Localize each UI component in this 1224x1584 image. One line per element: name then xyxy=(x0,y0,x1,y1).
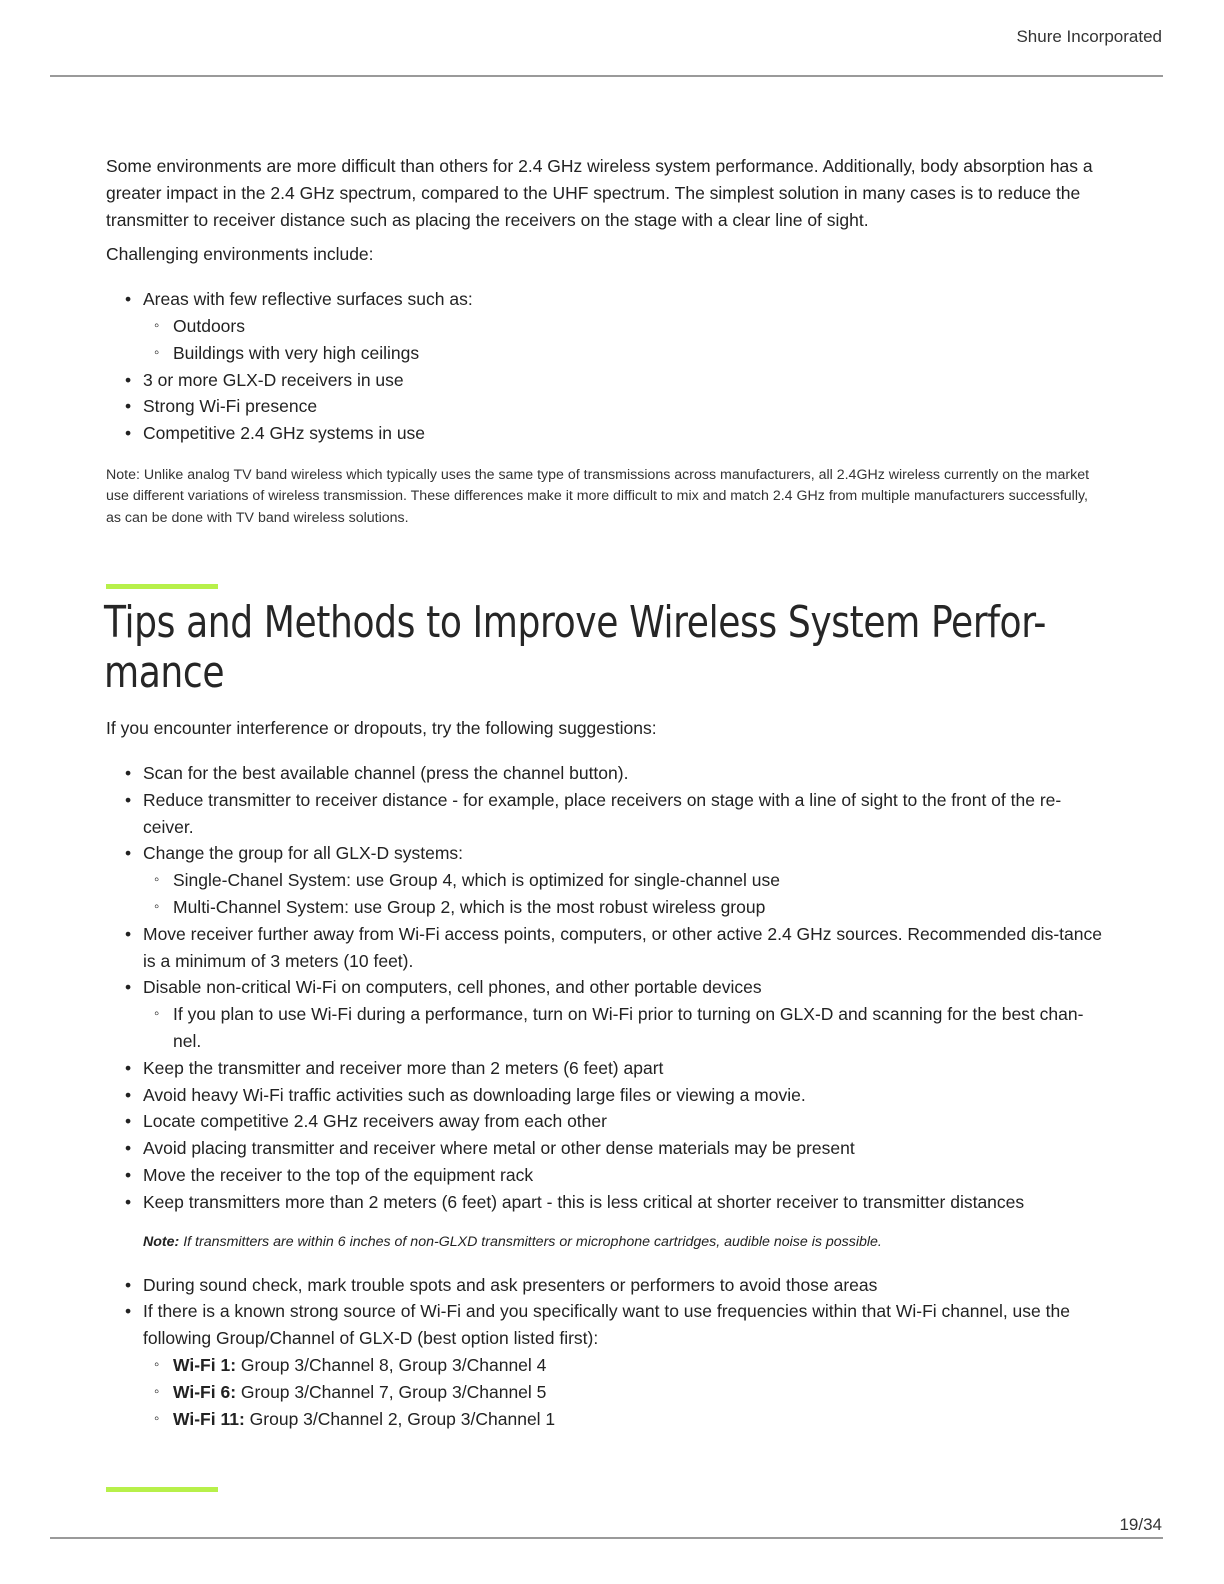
challenging-list xyxy=(106,286,1106,447)
list-item: • Move the receiver to the top of the equipment rack xyxy=(106,1162,1106,1189)
tips-list xyxy=(106,760,1106,1216)
list-item: • 3 or more GLX-D receivers in use xyxy=(106,367,1106,394)
list-item xyxy=(106,974,1106,1054)
list-item: • Reduce transmitter to receiver distance - for example, place receivers on stage with a line of sight to the front of the re-ceiver. xyxy=(106,787,1106,841)
list-item: • Avoid heavy Wi-Fi traffic activities such as downloading large files or viewing a movie. xyxy=(106,1082,1106,1109)
channel-value: Group 3/Channel 7, Group 3/Channel 5 xyxy=(240,1381,547,1402)
page-number: 19/34 xyxy=(1119,1515,1162,1534)
list-item-text: Areas with few reflective surfaces such as: xyxy=(143,289,473,310)
list-item: ◦ Multi-Channel System: use Group 2, which is the most robust wireless group xyxy=(143,894,1106,921)
header-company-name: Shure Incorporated xyxy=(1016,27,1162,46)
sub-list xyxy=(143,867,1106,921)
channel-label: Wi-Fi 1: xyxy=(173,1354,237,1375)
list-item: • Scan for the best available channel (press the channel button). xyxy=(106,760,1106,787)
sub-list xyxy=(143,313,1106,367)
intro-note: Note: Unlike analog TV band wireless which typically uses the same type of transmissions across manufacturers, all 2.4GHz wireless currently on the market use different variations of wireless transmission. These differences make it more difficult to mix and match 2.4 GHz from multiple manufacturers successfully, as can be done with TV band wireless solutions. xyxy=(106,466,1090,526)
list-item: ◦ Outdoors xyxy=(143,313,1106,340)
footer-divider xyxy=(50,1537,1163,1539)
list-item: • Keep the transmitter and receiver more than 2 meters (6 feet) apart xyxy=(106,1055,1106,1082)
list-item xyxy=(106,840,1106,920)
note-text: If transmitters are within 6 inches of non-GLXD transmitters or microphone cartridges, audible noise is possible. xyxy=(183,1233,882,1250)
channel-value: Group 3/Channel 2, Group 3/Channel 1 xyxy=(249,1408,556,1429)
note-label: Note: xyxy=(143,1233,180,1250)
list-item: ◦ If you plan to use Wi-Fi during a performance, turn on Wi-Fi prior to turning on GLX-D and scanning for the best chan-nel. xyxy=(143,1001,1106,1055)
list-item-text: Change the group for all GLX-D systems: xyxy=(143,843,464,864)
channel-label: Wi-Fi 6: xyxy=(173,1381,237,1402)
list-item: • Keep transmitters more than 2 meters (6 feet) apart - this is less critical at shorter receiver to transmitter distances xyxy=(106,1189,1106,1216)
list-item: • Competitive 2.4 GHz systems in use xyxy=(106,420,1106,447)
list-item: • Move receiver further away from Wi-Fi access points, computers, or other active 2.4 GHz sources. Recommended dis-tance is a minimum of 3 meters (10 feet). xyxy=(106,921,1106,975)
list-item-text: Disable non-critical Wi-Fi on computers, cell phones, and other portable devices xyxy=(143,977,762,998)
channel-list xyxy=(143,1352,1106,1432)
list-item xyxy=(106,286,1106,366)
list-item: • During sound check, mark trouble spots and ask presenters or performers to avoid those areas xyxy=(106,1272,1106,1299)
list-item: • Locate competitive 2.4 GHz receivers away from each other xyxy=(106,1108,1106,1135)
list-item: ◦ Single-Chanel System: use Group 4, which is optimized for single-channel use xyxy=(143,867,1106,894)
channel-item xyxy=(143,1406,1106,1433)
section-heading xyxy=(104,598,1113,698)
heading-line-2: mance xyxy=(104,647,225,699)
header-divider xyxy=(50,75,1163,77)
intro-paragraph: Some environments are more difficult than others for 2.4 GHz wireless system performance. Additionally, body absorption has a greater impact in the 2.4 GHz spectrum, compared to the UHF spectrum. The simplest solution in many cases is to reduce the transmitter to receiver distance such as placing the receivers on the stage with a clear line of sight. xyxy=(106,156,1093,230)
page-content xyxy=(106,153,1106,1492)
challenging-label: Challenging environments include: xyxy=(106,244,374,265)
channel-item xyxy=(143,1379,1106,1406)
channel-value: Group 3/Channel 8, Group 3/Channel 4 xyxy=(240,1354,547,1375)
heading-line-1: Tips and Methods to Improve Wireless System Perfor- xyxy=(104,597,1046,649)
list-item: • Avoid placing transmitter and receiver where metal or other dense materials may be present xyxy=(106,1135,1106,1162)
section-lead: If you encounter interference or dropouts, try the following suggestions: xyxy=(106,718,657,739)
section-accent-bar xyxy=(106,584,218,589)
tips-list-continued xyxy=(106,1272,1106,1433)
channel-label: Wi-Fi 11: xyxy=(173,1408,245,1429)
list-item: ◦ Buildings with very high ceilings xyxy=(143,340,1106,367)
transmitter-note xyxy=(143,1232,1106,1252)
list-item: • Strong Wi-Fi presence xyxy=(106,393,1106,420)
list-item-text: If there is a known strong source of Wi-Fi and you specifically want to use frequencies within that Wi-Fi channel, use the following Group/Channel of GLX-D (best option listed first): xyxy=(143,1301,1070,1349)
list-item xyxy=(106,1298,1106,1432)
channel-item xyxy=(143,1352,1106,1379)
sub-list xyxy=(143,1001,1106,1055)
section-accent-bar xyxy=(106,1487,218,1492)
